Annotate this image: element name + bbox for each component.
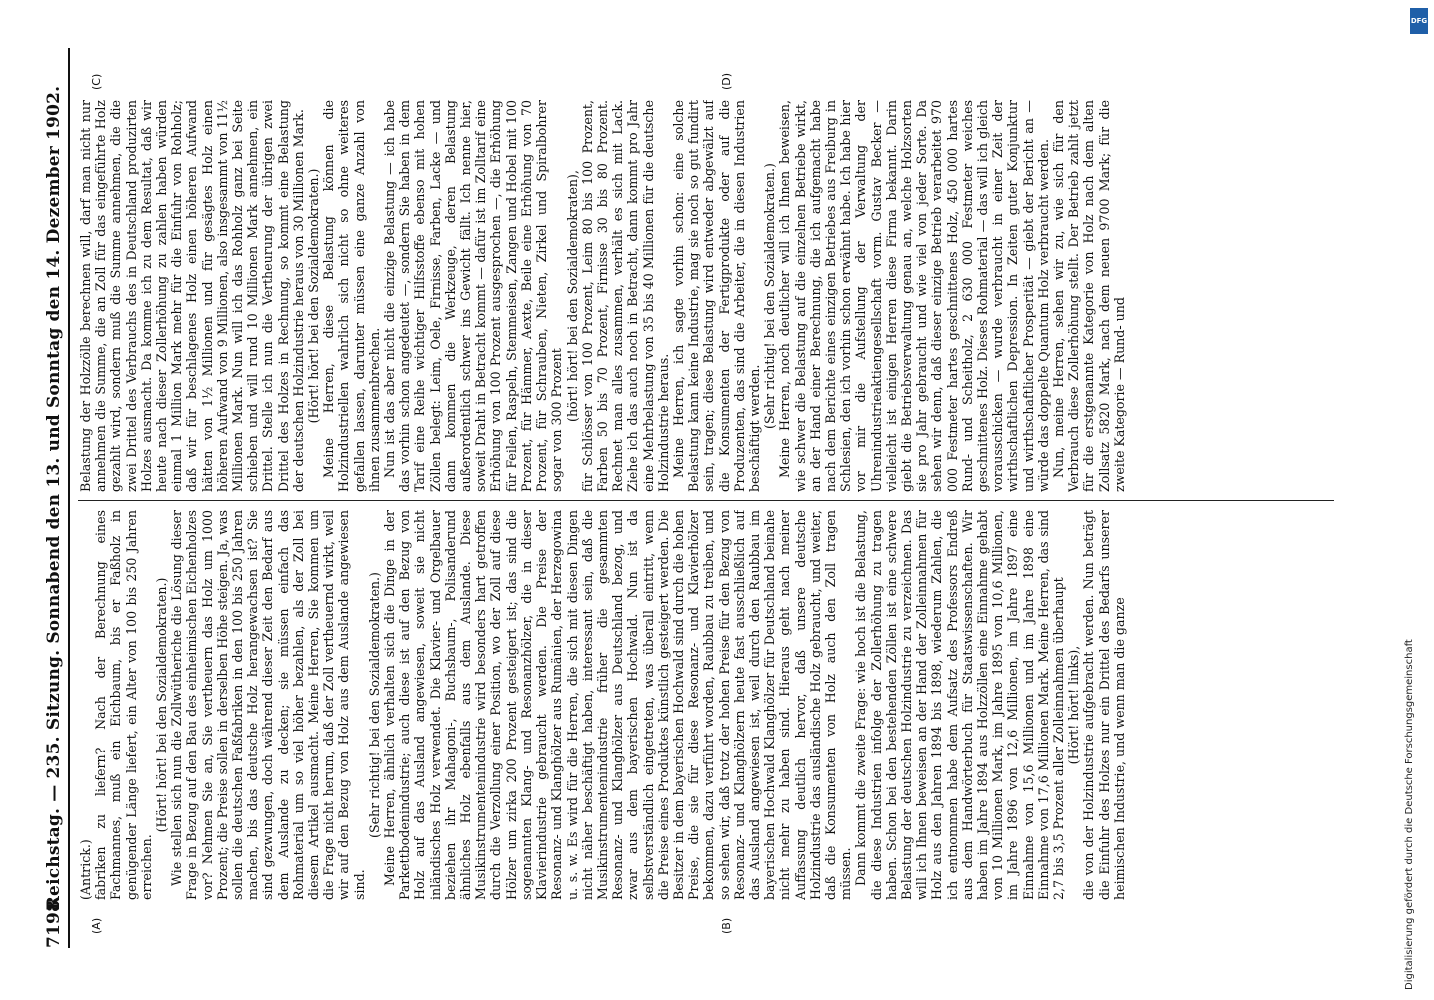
margin-mark-d: (D) [720, 72, 733, 90]
column-divider [78, 500, 1334, 501]
left-column [78, 510, 1334, 900]
paragraph: Meine Herren, ich sagte vorhin schon: eine solche Belastung kann keine Industrie, mag sie noch so gut fundirt sein, tragen; diese Belastung wird entweder abgewälzt auf die Konsumenten der Fertigprodukte oder auf die Produzenten, das sind die Arbeiter, die in diesen Industrien beschäftigt werden. [670, 100, 762, 492]
paragraph: (Antrick.) [78, 839, 93, 900]
right-column [78, 100, 1334, 492]
paragraph: (Sehr richtig! bei den Sozialdemokraten.) [762, 163, 778, 429]
paragraph: (Hört! hört! bei den Sozialdemokraten.) [154, 577, 170, 833]
paragraph: Nun, meine Herren, sehen wir zu, wie sich für den Verbrauch diese Zollerhöhung stellt. Der Betrieb zahlt jetzt für die erstgenannte Kategorie von Holz nach dem alten Zollsatz 5820 Mark, nach dem neuen 9700 Mark; für die zweite Kategorie — Rund- und [1051, 100, 1127, 492]
paragraph: Belastung der Holzzölle berechnen will, darf man nicht nur annehmen die Summe, die an Zoll für das eingeführte Holz gezahlt wird, sondern muß die Summe annehmen, die die zwei Drittel des Verbrauchs des in Deutschland produzirten Holzes ausmacht. Da komme ich zu dem Resultat, daß wir heute nach dieser Zollerhöhung zu zahlen haben würden einmal 1 Million Mark mehr für die Einfuhr von Rohholz; daß wir für beschlagenes Holz einen höheren Aufwand hätten von 1½ Millionen und für gesägtes Holz einen höheren Aufwand von 9 Millionen, also insgesammt von 11½ Millionen Mark. Nun will ich das Rohholz ganz bei Seite schieben und will rund 10 Millionen Mark annehmen, ein Drittel. Stelle ich nun die Vertheurung der übrigen zwei Drittel des Holzes in Rechnung, so kommt eine Belastung der deutschen Holzindustrie heraus von 30 Millionen Mark. [78, 100, 306, 492]
paragraph: (hört! hört! bei den Sozialdemokraten), [564, 170, 580, 422]
paragraph: fabriken zu liefern? Nach der Berechnung eines Fachmannes, muß ein Eichbaum, bis er Faßholz in genügender Länge liefert, ein Alter von 100 bis 250 Jahren erreichen. [93, 510, 154, 900]
page-title: Reichstag. — 235. Sitzung. Sonnabend den 13. und Sonntag den 14. Dezember 1902. [44, 85, 64, 911]
page-header [42, 48, 70, 948]
paragraph: Meine Herren, ähnlich verhalten sich die Dinge in der Parkettbodenindustrie; auch diese ist auf den Bezug von Holz auf das Ausland angewiesen, soweit sie nicht inländisches Holz verwendet. Die Klavier- und Orgelbauer beziehen ihr Mahagoni-, Buchsbaum-, Polisanderund ähnliches Holz ebenfalls aus dem Auslande. Diese Musikinstrumentenindustrie wird besonders hart getroffen durch die Verzollung einer Position, wo der Zoll auf diese Hölzer um zirka 200 Prozent gesteigert ist; das sind die sogenannten Klang- und Resonanzhölzer, die in dieser Klavierindustrie gebraucht werden. Die Preise der Resonanz- und Klanghölzer aus Rumänien, der Herzegowina u. s. w. Es wird für die Herren, die sich mit diesen Dingen nicht näher beschäftigt haben, interessant sein, daß die Musikinstrumentenindustrie früher die gesammten Resonanz- und Klanghölzer aus Deutschland bezog, und zwar aus dem bayerischen Hochwald. Nun ist da selbstverständlich eingetreten, was überall eintritt, wenn die Preise eines Produktes künstlich gesteigert werden. Die Besitzer in dem bayerischen Hochwald sind durch die hohen Preise, die sie für diese Resonanz- und Klavierhölzer bekommen, dazu verführt worden, Raubbau zu treiben, und so sehen wir, daß trotz der hohen Preise für den Bezug von Resonanz- und Klanghölzern heute fast ausschließlich auf das Ausland angewiesen ist, weil durch den Raubbau im bayerischen Hochwald Klanghölzer für Deutschland beinahe nicht mehr zu haben sind. Hieraus geht nach meiner Auffassung deutlich hervor, daß unsere deutsche Holzindustrie das ausländische Holz gebraucht, und weiter, daß die Konsumenten von Holz auch den Zoll tragen müssen. [382, 510, 854, 900]
paragraph: für Schlösser von 100 Prozent, Leim 80 bis 100 Prozent, Farben 50 bis 70 Prozent, Firnisse 30 bis 80 Prozent. Rechnet man alles zusammen, verhält es sich mit Lack. Ziehe ich das auch noch in Betracht, dann kommt pro Jahr eine Mehrbelastung von 35 bis 40 Millionen für die deutsche Holzindustrie heraus. [579, 100, 671, 492]
paragraph: die von der Holzindustrie aufgebracht werden. Nun beträgt die Einfuhr des Holzes nur ein Drittel des Bedarfs unserer heimischen Industrie, und wenn man die ganze [1081, 510, 1127, 900]
watermark-text: Digitalisierung gefördert durch die Deutsche Forschungsgemeinschaft [1404, 639, 1415, 990]
paragraph: (Hört! hört! bei den Sozialdemokraten.) [306, 168, 322, 424]
margin-mark-b: (B) [720, 917, 733, 934]
dfg-logo: DFG [1410, 8, 1428, 34]
page-number: 7198 [44, 899, 64, 948]
paragraph: (Hört! hört! links), [1066, 645, 1082, 765]
paragraph: Meine Herren, diese Belastung können die Holzindustriellen wahrlich sich nicht so ohne weiteres gefallen lassen, darunter müssen eine ganze Anzahl von ihnen zusammenbrechen. [321, 100, 382, 492]
paragraph: Nun ist das aber nicht die einzige Belastung — ich habe das vorhin schon angedeutet —, sondern Sie haben in dem Tarif eine Reihe wichtiger Hilfsstoffe ebenso mit hohen Zöllen belegt: Leim, Oele, Firnisse, Farben, Lacke — und dann kommen die Werkzeuge, deren Belastung außerordentlich schwer ins Gewicht fällt. Ich nenne hier, soweit Draht in Betracht kommt — dafür ist im Zolltarif eine Erhöhung von 100 Prozent ausgesprochen —, die Erhöhung für Feilen, Raspeln, Stemmeisen, Zangen und Hobel mit 100 Prozent, für Hämmer, Aexte, Beile eine Erhöhung von 70 Prozent, für Schrauben, Nieten, Zirkel und Spiralbohrer sogar von 300 Prozent [382, 100, 565, 492]
paragraph: Dann kommt die zweite Frage: wie hoch ist die Belastung, die diese Industrien infolge der Zollerhöhung zu tragen haben. Schon bei den bestehenden Zöllen ist eine schwere Belastung der deutschen Holzindustrie zu verzeichnen. Das will ich Ihnen beweisen an der Hand der Zolleinnahmen für Holz aus den Jahren 1894 bis 1898, wiederum Zahlen, die ich entnommen habe dem Aufsatz des Professors Endreß aus dem Handwörterbuch für Staatswissenschaften. Wir haben im Jahre 1894 aus Holzzöllen eine Einnahme gehabt von 10 Millionen Mark, im Jahre 1895 von 10,6 Millionen, im Jahre 1896 von 12,6 Millionen, im Jahre 1897 eine Einnahme von 15,6 Millionen und im Jahre 1898 eine Einnahme von 17,6 Millionen Mark. Meine Herren, das sind 2,7 bis 3,5 Prozent aller Zolleinnahmen überhaupt [853, 510, 1066, 900]
margin-mark-c: (C) [90, 73, 103, 90]
margin-mark-a: (A) [90, 917, 103, 934]
watermark [1400, 10, 1430, 990]
paragraph: (Sehr richtig! bei den Sozialdemokraten.) [366, 572, 382, 838]
paragraph: Meine Herren, noch deutlicher will ich Ihnen beweisen, wie schwer die Belastung auf die einzelnen Betriebe wirkt, an der Hand einer Berechnung, die ich aufgemacht habe nach dem Berichte eines einzigen Betriebes aus Freiburg in Schlesien, den ich vorhin schon erwähnt habe. Ich habe hier vor mir die Aufstellung der Verwaltung der Uhrenindustrieaktiengesellschaft vorm. Gustav Becker — vielleicht ist einigen Herren diese Firma bekannt. Darin giebt die Betriebsverwaltung genau an, welche Holzsorten sie pro Jahr gebraucht und wie viel von jeder Sorte. Da sehen wir denn, daß dieser einzige Betrieb verarbeitet 970 000 Festmeter hartes geschnittenes Holz, 450 000 hartes Rund- und Scheitholz, 2 630 000 Festmeter weiches geschnittenes Holz. Dieses Rohmaterial — das will ich gleich vorausschicken — wurde verbraucht in einer Zeit der wirthschaftlichen Depression. In Zeiten guter Konjunktur und wirthschaftlicher Prosperität — giebt der Bericht an — würde das doppelte Quantum Holz verbraucht werden. [777, 100, 1051, 492]
paragraph: Wie stellen sich nun die Zollwütheriche die Lösung dieser Frage in Bezug auf den Bau des einheimischen Eichenholzes vor? Nehmen Sie an, Sie vertheuern das Holz um 1000 Prozent; die Preise sollen in derselben Höhe steigen. Ja, was sollen die deutschen Faßfabriken in den 100 bis 250 Jahren machen, bis das deutsche Holz herangewachsen ist? Sie sind gezwungen, doch während dieser Zeit den Bedarf aus dem Auslande zu decken; sie müssen einfach das Rohmaterial um so viel höher bezahlen, als der Zoll bei diesem Artikel ausmacht. Meine Herren, Sie kommen um die Frage nicht herum, daß der Zoll vertheuernd wirkt, weil wir auf den Bezug von Holz aus dem Auslande angewiesen sind. [169, 510, 367, 900]
